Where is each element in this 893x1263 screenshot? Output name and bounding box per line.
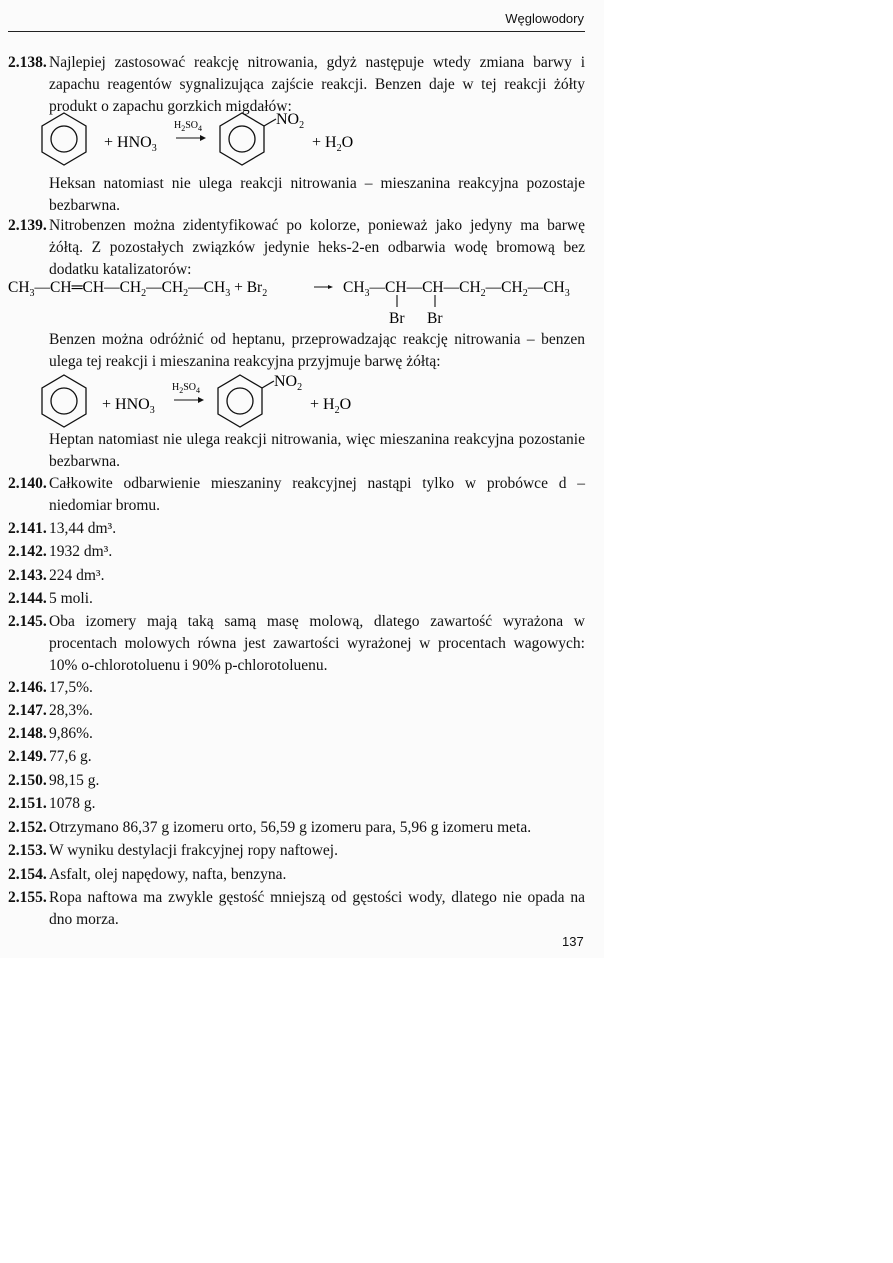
h2o-label: + $H_2O$	[310, 396, 352, 416]
answer-number: 2.142.	[8, 543, 47, 560]
answer-text: 224 dm³.	[49, 567, 105, 584]
no2-label: $NO_2$	[276, 111, 305, 131]
benzene-ring	[42, 113, 86, 165]
answer-text: Oba izomery mają taką samą masę molową, dlatego zawartość wyrażona w procentach molowych równa jest zawartości wyrażonej w procentach wagowych: 10% o-chlorotoluenu i 90% p-chlorotoluenu.	[49, 613, 585, 674]
answer-number: 2.152.	[8, 819, 47, 836]
answer-2-143	[8, 565, 585, 587]
nitration-equation-1	[40, 110, 380, 176]
answer-text: 5 moli.	[49, 590, 93, 607]
answer-text: Heptan natomiast nie ulega reakcji nitrowania, więc mieszanina reakcyjna pozostanie bezbarwna.	[49, 431, 585, 470]
header-rule	[8, 31, 585, 32]
nitrobenzene-ring	[220, 113, 276, 165]
answer-2-141	[8, 518, 585, 540]
answer-number: 2.151.	[8, 795, 47, 812]
answer-text: Benzen można odróżnić od heptanu, przeprowadzając reakcję nitrowania – benzen ulega tej reakcji i mieszanina reakcyjna przyjmuje barwę żółtą:	[49, 331, 585, 370]
answer-2-151	[8, 793, 585, 815]
answer-2-154	[8, 864, 585, 886]
benzene-ring	[42, 375, 86, 427]
answer-number: 2.154.	[8, 866, 47, 883]
answer-number: 2.143.	[8, 567, 47, 584]
catalyst-label: $H_2SO_4$	[174, 120, 203, 133]
hno3-label: + $HNO_3$	[102, 396, 155, 416]
answer-text: Heksan natomiast nie ulega reakcji nitrowania – mieszanina reakcyjna pozostaje bezbarwna.	[49, 175, 585, 214]
answer-2-155	[8, 887, 585, 931]
answer-2-144	[8, 588, 585, 610]
answer-2-153	[8, 840, 585, 862]
bromine-2: Br	[427, 310, 443, 327]
answer-number: 2.140.	[8, 475, 47, 492]
answer-number: 2.146.	[8, 679, 47, 696]
bromine-1: Br	[389, 310, 405, 327]
catalyst-label: $H_2SO_4$	[172, 382, 201, 395]
answer-number: 2.155.	[8, 889, 47, 906]
product: $CH_3—CH—CH—CH_2—CH_2—CH_3$	[343, 279, 570, 299]
no2-label: $NO_2$	[274, 373, 303, 393]
answer-text: Najlepiej zastosować reakcję nitrowania, gdyż następuje wtedy zmiana barwy i zapachu reagentów sygnalizująca zajście reakcji. Benzen daje w tej reakcji żółty produkt o zapachu gorzkich migdałów:	[49, 54, 585, 115]
answer-2-149	[8, 746, 585, 768]
answer-text: 13,44 dm³.	[49, 520, 117, 537]
answer-number: 2.153.	[8, 842, 47, 859]
answer-2-139	[8, 215, 585, 281]
answer-text: 28,3%.	[49, 702, 93, 719]
answer-text: W wyniku destylacji frakcyjnej ropy naftowej.	[49, 842, 338, 859]
answer-2-152	[8, 817, 585, 839]
answer-number: 2.139.	[8, 217, 47, 234]
answer-text: 9,86%.	[49, 725, 93, 742]
answer-number: 2.138.	[8, 54, 47, 71]
answer-text: 98,15 g.	[49, 772, 100, 789]
answer-text: 77,6 g.	[49, 748, 92, 765]
answer-text: Całkowite odbarwienie mieszaniny reakcyjnej nastąpi tylko w probówce d – niedomiar bromu.	[49, 475, 585, 514]
answer-text: 1932 dm³.	[49, 543, 113, 560]
answer-2-148	[8, 723, 585, 745]
answer-text: Nitrobenzen można zidentyfikować po kolorze, ponieważ jako jedyny ma barwę żółtą. Z pozostałych związków jedynie heks-2-en odbarwia wodę bromową bez dodatku katalizatorów:	[49, 217, 585, 278]
answer-2-138	[8, 52, 585, 118]
answer-text: Asfalt, olej napędowy, nafta, benzyna.	[49, 866, 287, 883]
answer-2-142	[8, 541, 585, 563]
answer-text: 1078 g.	[49, 795, 96, 812]
answer-number: 2.150.	[8, 772, 47, 789]
answer-2-138-after	[8, 173, 585, 217]
hno3-label: + $HNO_3$	[104, 134, 157, 154]
answer-2-150	[8, 770, 585, 792]
answer-number: 2.141.	[8, 520, 47, 537]
reactants: $CH_3—CH═CH—CH_2—CH_2—CH_3 + Br_2$	[8, 279, 268, 299]
h2o-label: + $H_2O$	[312, 134, 354, 154]
nitrobenzene-ring	[218, 375, 274, 427]
answer-number: 2.149.	[8, 748, 47, 765]
answer-number: 2.147.	[8, 702, 47, 719]
answer-text: Ropa naftowa ma zwykle gęstość mniejszą od gęstości wody, dlatego nie opada na dno morza.	[49, 889, 585, 928]
answer-text: Otrzymano 86,37 g izomeru orto, 56,59 g izomeru para, 5,96 g izomeru meta.	[49, 819, 532, 836]
answer-2-139-after	[8, 429, 585, 473]
bromination-equation	[6, 275, 590, 327]
answer-number: 2.145.	[8, 613, 47, 630]
answer-number: 2.144.	[8, 590, 47, 607]
answer-2-140	[8, 473, 585, 517]
answer-2-145	[8, 611, 585, 677]
page-number: 137	[562, 934, 584, 949]
answer-2-147	[8, 700, 585, 722]
answer-2-139-mid	[8, 329, 585, 373]
answer-text: 17,5%.	[49, 679, 93, 696]
running-header: Węglowodory	[505, 11, 584, 26]
answer-2-146	[8, 677, 585, 699]
answer-number: 2.148.	[8, 725, 47, 742]
